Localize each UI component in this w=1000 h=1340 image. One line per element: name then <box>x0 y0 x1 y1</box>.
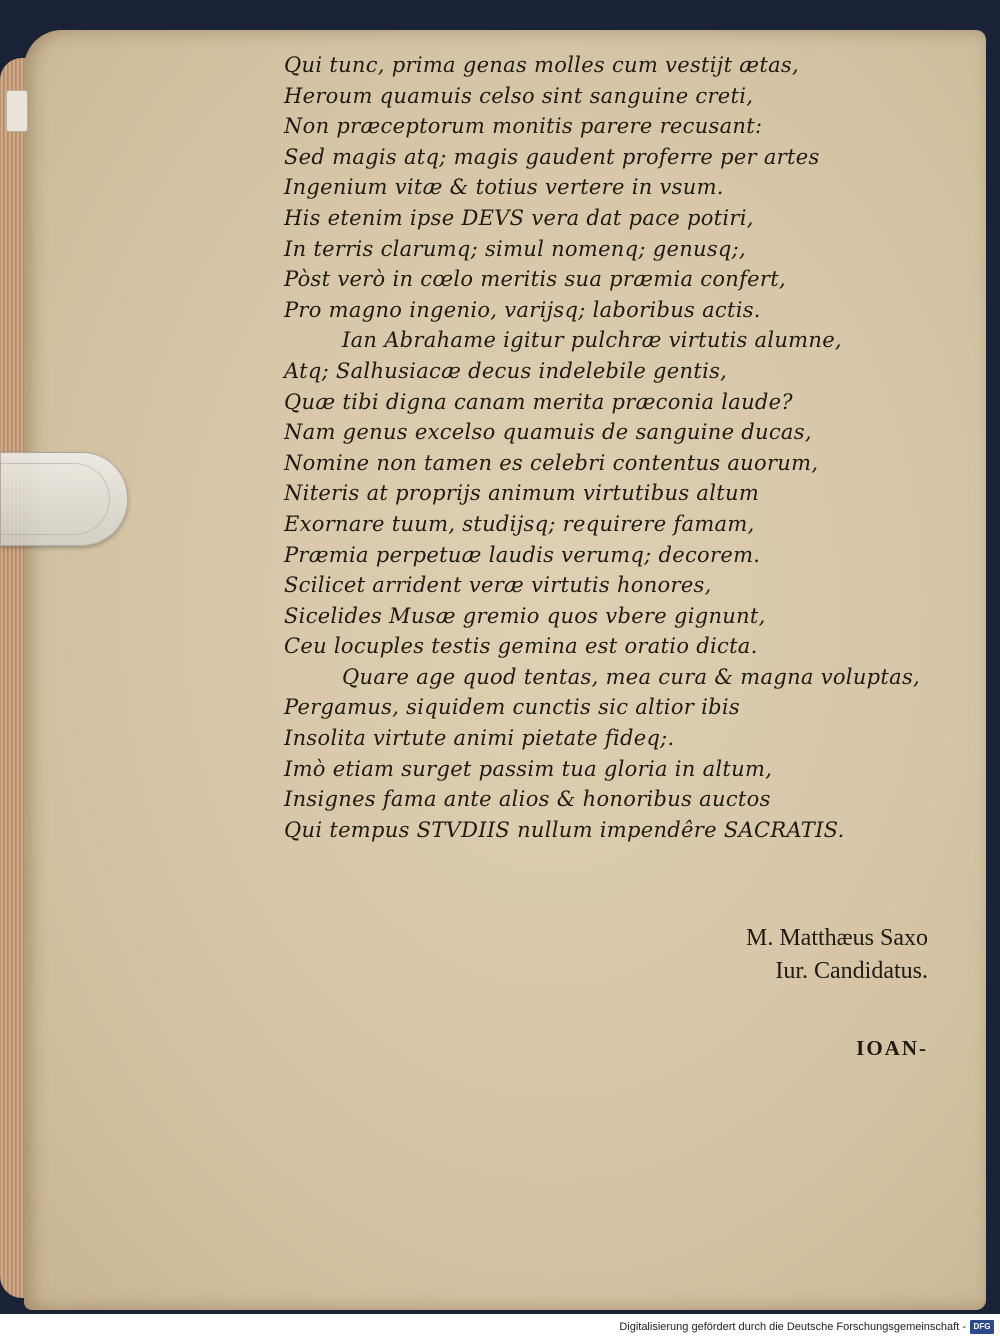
poem-line: Pergamus, siquidem cunctis sic altior ibis <box>284 695 740 720</box>
poem-line: Niteris at proprijs animum virtutibus altum <box>284 481 760 506</box>
poem-line: His etenim ipse DEVS vera dat pace potiri, <box>284 205 754 230</box>
author-name: M. Matthæus Saxo <box>745 925 928 951</box>
poem-line: Pòst verò in cœlo meritis sua præmia confert, <box>284 267 786 292</box>
bookmark-tab <box>6 90 28 132</box>
poem-line: Scilicet arrident veræ virtutis honores, <box>284 573 712 598</box>
poem-line: Quare age quod tentas, mea cura & magna voluptas, <box>342 664 920 689</box>
footer-credit: Digitalisierung gefördert durch die Deutsche Forschungsgemeinschaft - <box>619 1321 966 1333</box>
footer-bar <box>0 1314 1000 1340</box>
poem-line: Nomine non tamen es celebri contentus auorum, <box>284 450 819 475</box>
poem-line: Qui tunc, prima genas molles cum vestijt ætas, <box>284 53 799 77</box>
poem-line: Insolita virtute animi pietate fideq;. <box>284 726 675 751</box>
poem-line: Sicelides Musæ gremio quos vbere gignunt, <box>284 603 766 628</box>
poem-text <box>284 50 920 845</box>
poem-line: Pro magno ingenio, varijsq; laboribus actis. <box>284 297 761 322</box>
poem-line: Ingenium vitæ & totius vertere in vsum. <box>284 175 724 200</box>
catchword: IOAN- <box>856 1036 928 1060</box>
poem-line: Ian Abrahame igitur pulchræ virtutis alumne, <box>342 328 842 353</box>
poem-line: Imò etiam surget passim tua gloria in altum, <box>284 756 773 781</box>
poem-line: Qui tempus STVDIIS nullum impendêre SACRATIS. <box>284 817 845 842</box>
poem-line: Exornare tuum, studijsq; requirere famam, <box>284 511 755 536</box>
dfg-logo-icon: DFG <box>970 1320 994 1334</box>
poem-line: Præmia perpetuæ laudis verumq; decorem. <box>284 542 761 567</box>
poem-line: Atq; Salhusiacæ decus indelebile gentis, <box>284 358 728 383</box>
page-clip <box>0 452 128 546</box>
poem-line: Insignes fama ante alios & honoribus auctos <box>284 787 771 812</box>
poem-line: Sed magis atq; magis gaudent proferre per artes <box>284 144 820 169</box>
poem-line: Ceu locuples testis gemina est oratio dicta. <box>284 634 758 659</box>
poem-line: Nam genus excelso quamuis de sanguine ducas, <box>284 420 812 445</box>
page-clip-inner <box>1 463 110 535</box>
poem-line: Heroum quamuis celso sint sanguine creti, <box>284 83 754 108</box>
poem-line: Quæ tibi digna canam merita præconia laude? <box>284 389 793 414</box>
poem-line: In terris clarumq; simul nomenq; genusq;, <box>284 236 747 261</box>
signature-block <box>746 922 928 988</box>
author-title: Iur. Candidatus. <box>775 958 928 984</box>
poem-line: Non præceptorum monitis parere recusant: <box>284 114 763 139</box>
